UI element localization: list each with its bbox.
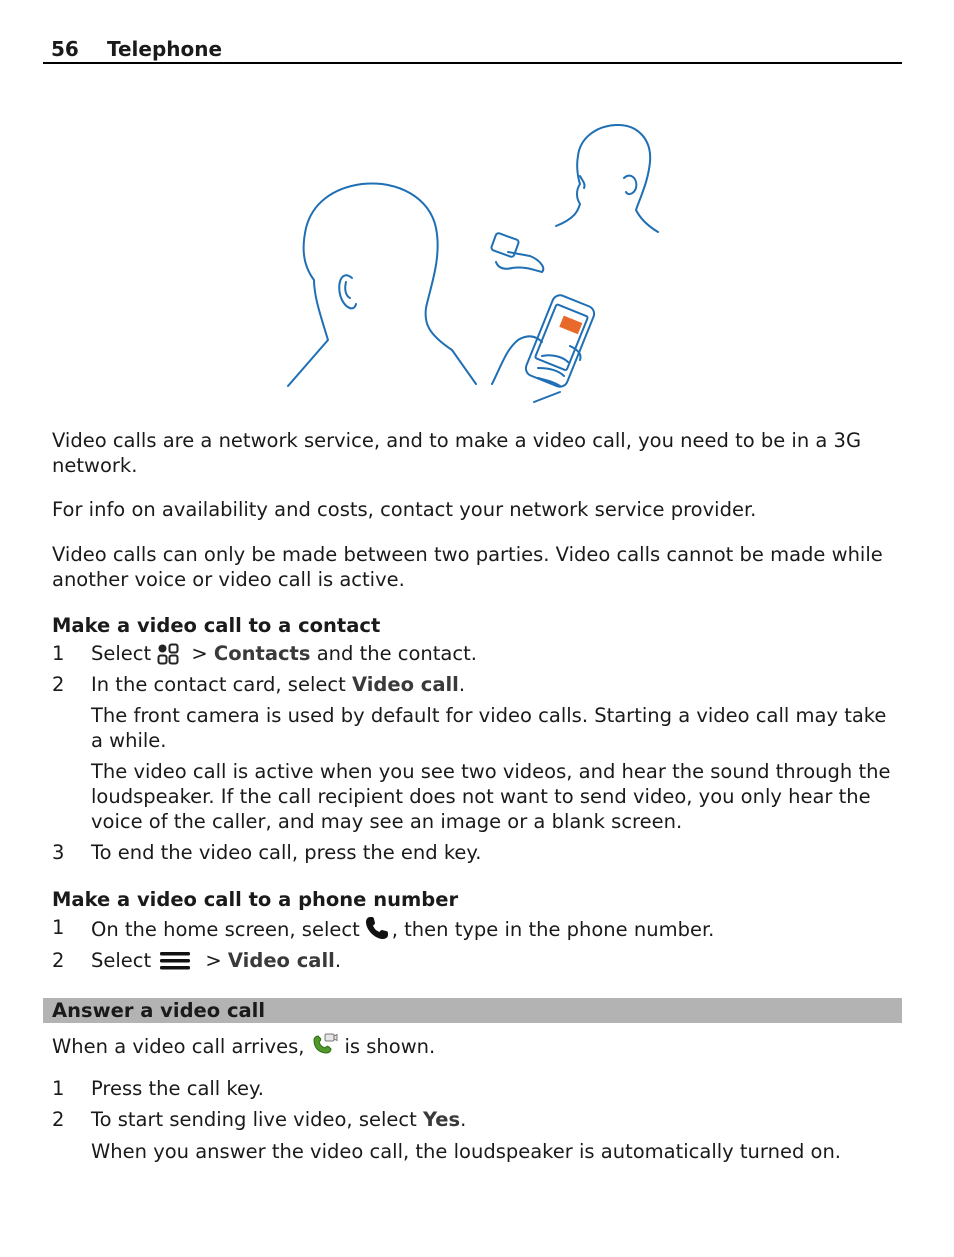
step-number: 3 [52,841,65,864]
phone-step-1: On the home screen, select , then type in the phone number. [91,915,901,947]
wrist [534,392,560,402]
answer-section-heading: Answer a video call [52,999,266,1022]
phone-section-heading: Make a video call to a phone number [52,888,459,911]
step-number: 1 [52,916,65,939]
step-number: 2 [52,673,65,696]
options-menu-icon [159,950,191,978]
page-header [43,36,902,64]
answer-step-2: To start sending live video, select Yes. [91,1108,467,1131]
page-title: Telephone [107,37,223,61]
answer-note: When you answer the video call, the loudspeaker is automatically turned on. [91,1140,842,1163]
video-call-term: Video call [227,949,335,972]
left-person-ear-inner [345,282,350,298]
yes-term: Yes [422,1108,461,1131]
answer-intro: When a video call arrives, is shown. [52,1030,902,1064]
right-person-ear [624,176,636,194]
answer-step-1: Press the call key. [91,1077,264,1100]
intro-paragraph-2: For info on availability and costs, contact your network service provider. [52,498,757,521]
contact-section-heading: Make a video call to a contact [52,614,381,637]
screen-video-icon [559,316,582,335]
intro-paragraph-3: Video calls can only be made between two parties. Video calls cannot be made while another voice or video call is active. [52,543,883,591]
apps-menu-icon [157,643,179,671]
contact-note-2: The video call is active when you see two videos, and hear the sound through the loudspeaker. If the call recipient does not want to send video, you only hear the voice of the caller, and may see an image or a blank screen. [91,760,891,833]
handset [523,293,596,389]
phone-step-2: Select > Video call. [91,948,901,978]
contacts-term: Contacts [213,642,311,665]
right-person-head [556,125,658,232]
step-number: 1 [52,642,65,665]
small-phone-icon [491,232,520,257]
contact-step-2: In the contact card, select Video call. [91,673,466,696]
step-number: 2 [52,1108,65,1131]
answer-section-bar [43,998,902,1023]
contact-note-1: The front camera is used by default for video calls. Starting a video call may take a while. [91,704,887,752]
video-call-term: Video call [351,673,459,696]
step-number: 1 [52,1077,65,1100]
left-person-ear [339,275,356,308]
phone-handset-icon [364,915,390,947]
contact-step-1: Select > Contacts and the contact. [91,641,901,671]
contact-step-3: To end the video call, press the end key. [91,841,482,864]
page-number: 56 [51,37,79,61]
video-call-illustration [280,118,680,408]
step-number: 2 [52,949,65,972]
left-person-head [288,183,476,386]
right-person-chin [580,176,585,188]
intro-paragraph-1: Video calls are a network service, and to make a video call, you need to be in a 3G network. [52,429,862,477]
incoming-video-call-icon [310,1030,338,1064]
right-hand [496,252,543,272]
